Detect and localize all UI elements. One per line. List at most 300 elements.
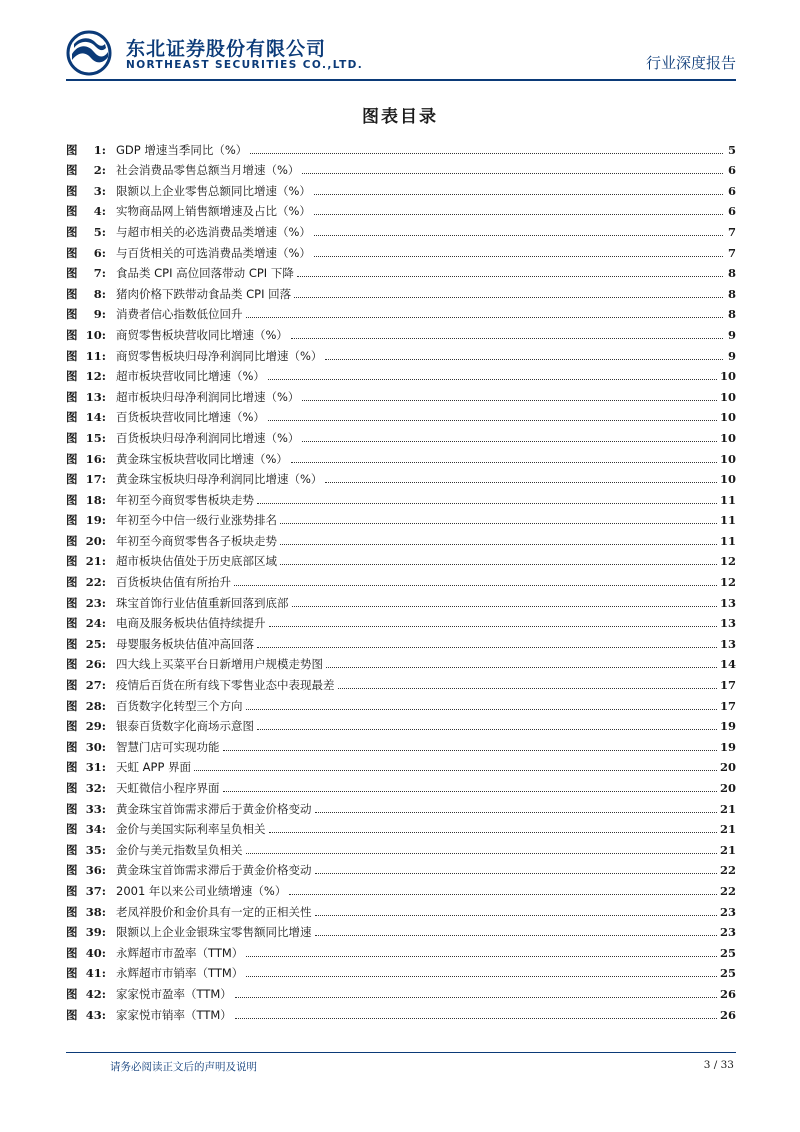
toc-entry-number: 21: (85, 554, 106, 569)
toc-entry-title: 年初至今中信一级行业涨势排名 (116, 513, 277, 528)
toc-entry-number: 24: (85, 616, 106, 631)
toc-entry-label (66, 246, 116, 260)
northeast-securities-logo-icon (66, 30, 112, 76)
toc-entry-prefix: 图 (66, 369, 78, 384)
toc-entry[interactable] (66, 424, 736, 445)
toc-entry-number: 1: (93, 142, 106, 157)
toc-entry-label (66, 472, 116, 486)
toc-leader-dots (268, 420, 717, 421)
toc-entry-page: 23 (719, 925, 736, 940)
toc-leader-dots (246, 317, 724, 318)
toc-entry-title: 疫情后百货在所有线下零售业态中表现最差 (116, 678, 335, 693)
toc-entry-prefix: 图 (66, 492, 78, 507)
report-type-label: 行业深度报告 (645, 54, 736, 72)
toc-entry-label (66, 143, 116, 157)
toc-entry-page: 10 (719, 369, 736, 384)
toc-entry-number: 29: (85, 719, 106, 734)
toc-entry-prefix: 图 (66, 575, 78, 590)
toc-entry-number: 9: (93, 307, 106, 322)
toc-entry-number: 40: (85, 945, 106, 960)
toc-leader-dots (257, 647, 717, 648)
toc-entry-page: 17 (719, 698, 736, 713)
toc-entry[interactable] (66, 363, 736, 384)
toc-entry-page: 6 (727, 163, 736, 178)
toc-entry-page: 11 (719, 513, 736, 528)
toc-leader-dots (289, 894, 717, 895)
toc-leader-dots (246, 956, 717, 957)
toc-entry-prefix: 图 (66, 945, 78, 960)
toc-entry-page: 13 (719, 636, 736, 651)
toc-entry-number: 2: (93, 163, 106, 178)
toc-leader-dots (302, 173, 723, 174)
toc-entry[interactable] (66, 919, 736, 940)
toc-entry-label (66, 493, 116, 507)
toc-entry-number: 12: (85, 369, 106, 384)
toc-entry-page: 5 (727, 142, 736, 157)
toc-entry-label (66, 184, 116, 198)
toc-entry-title: 家家悦市销率（TTM） (116, 1007, 232, 1022)
toc-entry-label (66, 822, 116, 836)
toc-entry-title: 与百货相关的可选消费品类增速（%） (116, 245, 311, 260)
toc-entry-page: 9 (727, 327, 736, 342)
toc-entry-number: 37: (85, 883, 106, 898)
toc-entry-number: 17: (85, 472, 106, 487)
toc-entry-page: 14 (719, 657, 736, 672)
toc-entry-title: 猪肉价格下跌带动食品类 CPI 回落 (116, 286, 292, 301)
toc-leader-dots (291, 462, 717, 463)
toc-leader-dots (291, 338, 723, 339)
toc-entry-prefix: 图 (66, 389, 78, 404)
toc-entry-number: 25: (85, 636, 106, 651)
toc-entry-label (66, 575, 116, 589)
toc-entry-title: 超市板块估值处于历史底部区域 (116, 554, 277, 569)
toc-entry-label (66, 163, 116, 177)
toc-entry-label (66, 987, 116, 1001)
toc-leader-dots (294, 297, 723, 298)
toc-entry[interactable] (66, 177, 736, 198)
toc-entry-page: 7 (727, 224, 736, 239)
toc-leader-dots (246, 976, 717, 977)
toc-entry-page: 12 (719, 575, 736, 590)
toc-entry-title: 四大线上买菜平台日新增用户规模走势图 (116, 657, 323, 672)
toc-entry[interactable] (66, 898, 736, 919)
toc-entry-prefix: 图 (66, 410, 78, 425)
toc-leader-dots (314, 214, 723, 215)
toc-entry-title: 黄金珠宝板块营收同比增速（%） (116, 451, 288, 466)
toc-entry-page: 7 (727, 245, 736, 260)
toc-entry-title: 超市板块归母净利润同比增速（%） (116, 389, 300, 404)
toc-leader-dots (269, 832, 717, 833)
toc-entry-label (66, 781, 116, 795)
figure-toc-list (66, 136, 736, 1022)
toc-entry-prefix: 图 (66, 781, 78, 795)
toc-entry-label (66, 760, 116, 774)
toc-entry-number: 19: (85, 513, 106, 528)
toc-entry-title: 天虹微信小程序界面 (116, 781, 220, 795)
toc-entry[interactable] (66, 548, 736, 569)
toc-entry[interactable] (66, 671, 736, 692)
toc-entry[interactable] (66, 816, 736, 837)
toc-entry[interactable] (66, 774, 736, 795)
toc-entry-page: 22 (719, 883, 736, 898)
toc-entry-title: 百货数字化转型三个方向 (116, 698, 243, 713)
toc-entry-prefix: 图 (66, 966, 78, 981)
toc-entry-title: 永辉超市市盈率（TTM） (116, 945, 244, 960)
toc-entry-prefix: 图 (66, 327, 78, 342)
toc-entry-title: 黄金珠宝首饰需求滞后于黄金价格变动 (116, 863, 312, 878)
toc-entry[interactable] (66, 157, 736, 178)
toc-entry-title: 家家悦市盈率（TTM） (116, 986, 232, 1001)
toc-entry-title: 与超市相关的必选消费品类增速（%） (116, 224, 311, 239)
toc-entry-prefix: 图 (66, 678, 78, 693)
toc-entry-number: 32: (85, 781, 106, 795)
toc-entry-page: 8 (727, 266, 736, 281)
toc-entry-number: 22: (85, 575, 106, 590)
toc-entry-label (66, 328, 116, 342)
toc-entry-prefix: 图 (66, 348, 78, 363)
page-header (66, 30, 736, 78)
toc-entry[interactable] (66, 713, 736, 734)
toc-leader-dots (257, 503, 717, 504)
toc-entry-title: 母婴服务板块估值冲高回落 (116, 636, 254, 651)
toc-entry-number: 34: (85, 822, 106, 837)
toc-entry-label (66, 431, 116, 445)
toc-leader-dots (234, 585, 717, 586)
toc-leader-dots (302, 441, 717, 442)
toc-entry[interactable] (66, 445, 736, 466)
toc-entry-prefix: 图 (66, 430, 78, 445)
toc-entry[interactable] (66, 383, 736, 404)
toc-entry-prefix: 图 (66, 698, 78, 713)
toc-entry-label (66, 616, 116, 630)
toc-entry-prefix: 图 (66, 719, 78, 734)
toc-entry-label (66, 410, 116, 424)
toc-entry-title: 珠宝首饰行业估值重新回落到底部 (116, 595, 289, 610)
toc-leader-dots (314, 256, 723, 257)
toc-entry[interactable] (66, 960, 736, 981)
toc-entry-prefix: 图 (66, 760, 78, 775)
header-divider (66, 79, 736, 81)
toc-leader-dots (315, 935, 717, 936)
toc-entry-page: 26 (719, 1007, 736, 1022)
toc-entry[interactable] (66, 630, 736, 651)
toc-entry[interactable] (66, 1001, 736, 1022)
toc-entry-title: GDP 增速当季同比（%） (116, 142, 248, 157)
toc-entry[interactable] (66, 466, 736, 487)
toc-entry[interactable] (66, 589, 736, 610)
toc-entry-page: 25 (719, 966, 736, 981)
toc-entry-page: 19 (719, 719, 736, 734)
toc-entry-prefix: 图 (66, 142, 78, 157)
toc-entry-prefix: 图 (66, 204, 78, 219)
toc-entry-page: 10 (719, 472, 736, 487)
toc-entry[interactable] (66, 260, 736, 281)
toc-leader-dots (280, 564, 717, 565)
toc-entry-label (66, 369, 116, 383)
toc-entry[interactable] (66, 507, 736, 528)
toc-entry-label (66, 884, 116, 898)
toc-entry-page: 21 (719, 842, 736, 857)
toc-entry-title: 天虹 APP 界面 (116, 760, 192, 775)
toc-entry[interactable] (66, 877, 736, 898)
toc-entry[interactable] (66, 239, 736, 260)
toc-entry-title: 消费者信心指数低位回升 (116, 307, 243, 322)
toc-leader-dots (326, 667, 717, 668)
toc-entry-title: 黄金珠宝板块归母净利润同比增速（%） (116, 472, 323, 487)
toc-entry-page: 19 (719, 739, 736, 754)
toc-entry-prefix: 图 (66, 266, 78, 281)
toc-entry[interactable] (66, 939, 736, 960)
toc-entry-prefix: 图 (66, 616, 78, 631)
toc-entry-label (66, 719, 116, 733)
toc-entry-number: 33: (85, 801, 106, 816)
toc-entry-page: 9 (727, 348, 736, 363)
toc-leader-dots (338, 688, 717, 689)
toc-entry-number: 31: (85, 760, 106, 775)
toc-entry-prefix: 图 (66, 163, 78, 178)
toc-entry-label (66, 863, 116, 877)
toc-entry-number: 16: (85, 451, 106, 466)
toc-leader-dots (250, 153, 723, 154)
toc-entry-title: 百货板块营收同比增速（%） (116, 410, 265, 425)
toc-entry-number: 43: (85, 1007, 106, 1022)
toc-entry-prefix: 图 (66, 224, 78, 239)
toc-entry-page: 21 (719, 801, 736, 816)
toc-entry-prefix: 图 (66, 472, 78, 487)
toc-entry-label (66, 699, 116, 713)
toc-entry-label (66, 596, 116, 610)
toc-entry-prefix: 图 (66, 513, 78, 528)
toc-entry-number: 35: (85, 842, 106, 857)
toc-entry-page: 8 (727, 286, 736, 301)
toc-entry-page: 13 (719, 616, 736, 631)
toc-entry-page: 12 (719, 554, 736, 569)
toc-entry-prefix: 图 (66, 533, 78, 548)
toc-entry-prefix: 图 (66, 739, 78, 754)
toc-entry[interactable] (66, 136, 736, 157)
toc-entry-page: 13 (719, 595, 736, 610)
toc-entry-title: 金价与美国实际利率呈负相关 (116, 822, 266, 837)
toc-entry-label (66, 204, 116, 218)
toc-entry-page: 21 (719, 822, 736, 837)
toc-leader-dots (302, 400, 717, 401)
toc-entry-prefix: 图 (66, 986, 78, 1001)
toc-entry-title: 年初至今商贸零售板块走势 (116, 492, 254, 507)
toc-entry[interactable] (66, 321, 736, 342)
toc-leader-dots (292, 606, 717, 607)
toc-entry[interactable] (66, 857, 736, 878)
toc-entry-label (66, 946, 116, 960)
toc-leader-dots (325, 359, 723, 360)
toc-entry-page: 22 (719, 863, 736, 878)
toc-entry-label (66, 637, 116, 651)
toc-entry-page: 8 (727, 307, 736, 322)
toc-entry[interactable] (66, 218, 736, 239)
toc-entry-number: 5: (93, 224, 106, 239)
toc-entry-title: 限额以上企业零售总额同比增速（%） (116, 183, 311, 198)
toc-entry-title: 百货板块估值有所抬升 (116, 575, 231, 590)
toc-entry[interactable] (66, 280, 736, 301)
toc-entry[interactable] (66, 980, 736, 1001)
toc-entry-prefix: 图 (66, 657, 78, 672)
toc-leader-dots (280, 523, 717, 524)
toc-entry-prefix: 图 (66, 554, 78, 569)
toc-entry-title: 2001 年以来公司业绩增速（%） (116, 883, 287, 898)
toc-entry-title: 金价与美元指数呈负相关 (116, 842, 243, 857)
toc-entry-number: 10: (85, 327, 106, 342)
toc-entry-label (66, 554, 116, 568)
toc-entry-label (66, 452, 116, 466)
toc-entry-number: 15: (85, 430, 106, 445)
toc-entry-title: 百货板块归母净利润同比增速（%） (116, 430, 300, 445)
toc-entry-number: 26: (85, 657, 106, 672)
toc-leader-dots (314, 194, 723, 195)
toc-entry-number: 39: (85, 925, 106, 940)
toc-entry-prefix: 图 (66, 245, 78, 260)
toc-entry-number: 6: (93, 245, 106, 260)
toc-entry-label (66, 349, 116, 363)
toc-entry-prefix: 图 (66, 451, 78, 466)
toc-leader-dots (268, 379, 717, 380)
toc-entry[interactable] (66, 610, 736, 631)
toc-entry-page: 10 (719, 410, 736, 425)
toc-entry-title: 超市板块营收同比增速（%） (116, 369, 265, 384)
toc-entry[interactable] (66, 568, 736, 589)
toc-leader-dots (235, 1018, 717, 1019)
toc-entry-title: 黄金珠宝首饰需求滞后于黄金价格变动 (116, 801, 312, 816)
toc-entry-number: 14: (85, 410, 106, 425)
toc-entry-prefix: 图 (66, 801, 78, 816)
toc-entry-page: 26 (719, 986, 736, 1001)
toc-entry-label (66, 925, 116, 939)
toc-entry-title: 智慧门店可实现功能 (116, 739, 220, 754)
toc-entry-page: 11 (719, 533, 736, 548)
toc-entry-label (66, 287, 116, 301)
toc-entry-page: 6 (727, 183, 736, 198)
toc-entry-prefix: 图 (66, 183, 78, 198)
toc-leader-dots (315, 873, 717, 874)
toc-entry-number: 13: (85, 389, 106, 404)
toc-entry-number: 23: (85, 595, 106, 610)
toc-entry[interactable] (66, 651, 736, 672)
footer-divider (66, 1052, 736, 1053)
toc-leader-dots (257, 729, 717, 730)
toc-entry-prefix: 图 (66, 286, 78, 301)
toc-entry-number: 3: (93, 183, 106, 198)
toc-leader-dots (246, 709, 717, 710)
toc-entry-page: 20 (719, 760, 736, 775)
toc-entry-page: 23 (719, 904, 736, 919)
toc-entry-page: 17 (719, 678, 736, 693)
toc-leader-dots (194, 770, 717, 771)
toc-leader-dots (280, 544, 717, 545)
toc-entry[interactable] (66, 795, 736, 816)
toc-entry[interactable] (66, 836, 736, 857)
toc-entry[interactable] (66, 301, 736, 322)
toc-entry-prefix: 图 (66, 822, 78, 837)
toc-entry-title: 永辉超市市销率（TTM） (116, 966, 244, 981)
toc-entry-prefix: 图 (66, 595, 78, 610)
toc-entry-label (66, 534, 116, 548)
toc-entry-label (66, 266, 116, 280)
toc-entry-title: 限额以上企业金银珠宝零售额同比增速 (116, 925, 312, 940)
toc-entry-label (66, 225, 116, 239)
company-name-en: NORTHEAST SECURITIES CO.,LTD. (126, 59, 364, 71)
toc-entry-page: 20 (719, 781, 736, 795)
toc-leader-dots (325, 482, 717, 483)
toc-entry-number: 8: (93, 286, 106, 301)
toc-entry-title: 社会消费品零售总额当月增速（%） (116, 163, 300, 178)
toc-entry-number: 7: (93, 266, 106, 281)
page-number: 3 / 33 (703, 1059, 734, 1071)
footer-disclaimer-note: 请务必阅读正文后的声明及说明 (110, 1061, 257, 1073)
toc-entry-title: 食品类 CPI 高位回落带动 CPI 下降 (116, 266, 294, 281)
toc-entry[interactable] (66, 754, 736, 775)
toc-entry[interactable] (66, 692, 736, 713)
toc-entry-number: 42: (85, 986, 106, 1001)
toc-entry-label (66, 802, 116, 816)
toc-entry-number: 38: (85, 904, 106, 919)
toc-entry-prefix: 图 (66, 636, 78, 651)
toc-entry-number: 11: (85, 348, 106, 363)
toc-entry-label (66, 1008, 116, 1022)
toc-leader-dots (246, 853, 717, 854)
toc-entry-number: 36: (85, 863, 106, 878)
toc-entry-page: 10 (719, 451, 736, 466)
toc-entry-title: 电商及服务板块估值持续提升 (116, 616, 266, 631)
toc-entry-label (66, 307, 116, 321)
toc-entry-label (66, 966, 116, 980)
toc-entry-prefix: 图 (66, 925, 78, 940)
toc-entry-prefix: 图 (66, 904, 78, 919)
toc-title: 图表目录 (362, 107, 438, 127)
toc-leader-dots (269, 626, 717, 627)
toc-entry-title: 年初至今商贸零售各子板块走势 (116, 533, 277, 548)
toc-entry-title: 银泰百货数字化商场示意图 (116, 719, 254, 734)
toc-entry-number: 20: (85, 533, 106, 548)
toc-entry-label (66, 390, 116, 404)
toc-leader-dots (315, 915, 717, 916)
toc-entry-page: 25 (719, 945, 736, 960)
toc-entry-page: 6 (727, 204, 736, 219)
toc-entry-title: 商贸零售板块归母净利润同比增速（%） (116, 348, 323, 363)
toc-entry-prefix: 图 (66, 1007, 78, 1022)
toc-entry-number: 27: (85, 678, 106, 693)
toc-entry-label (66, 678, 116, 692)
toc-entry-prefix: 图 (66, 307, 78, 322)
toc-entry-label (66, 657, 116, 671)
toc-entry-number: 41: (85, 966, 106, 981)
toc-leader-dots (297, 276, 723, 277)
toc-entry-label (66, 740, 116, 754)
toc-entry-page: 10 (719, 389, 736, 404)
toc-entry-number: 18: (85, 492, 106, 507)
toc-leader-dots (315, 812, 717, 813)
toc-entry[interactable] (66, 198, 736, 219)
toc-entry-label (66, 513, 116, 527)
toc-entry-prefix: 图 (66, 842, 78, 857)
toc-leader-dots (223, 791, 717, 792)
toc-entry[interactable] (66, 404, 736, 425)
company-name-cn: 东北证券股份有限公司 (126, 38, 327, 60)
toc-leader-dots (314, 235, 723, 236)
toc-entry-prefix: 图 (66, 863, 78, 878)
toc-entry[interactable] (66, 486, 736, 507)
toc-entry[interactable] (66, 733, 736, 754)
toc-entry-page: 11 (719, 492, 736, 507)
toc-entry[interactable] (66, 527, 736, 548)
toc-entry[interactable] (66, 342, 736, 363)
